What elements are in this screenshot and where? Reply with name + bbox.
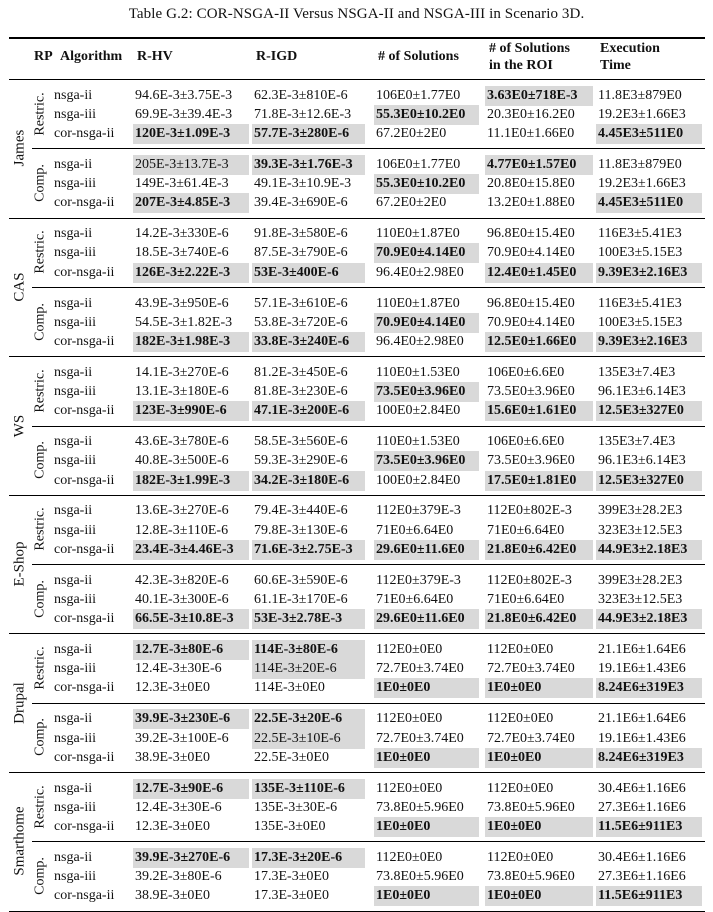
- cell-roi: 1E0±0E0: [485, 886, 593, 906]
- cell-roi: 73.5E0±3.96E0: [487, 453, 575, 469]
- cell-rhv: 13.1E-3±180E-6: [135, 384, 229, 399]
- algorithm-name: nsga-ii: [54, 711, 93, 727]
- algorithm-name: nsga-ii: [54, 572, 93, 588]
- cell-sol: 70.9E0±4.14E0: [374, 243, 479, 263]
- rp-label: Comp.: [32, 579, 48, 618]
- algorithm-name: nsga-iii: [54, 384, 96, 399]
- cell-rhv: 66.5E-3±10.8E-3: [133, 609, 249, 629]
- cell-sol: 1E0±0E0: [374, 678, 479, 698]
- cell-roi: 106E0±6.6E0: [487, 434, 565, 450]
- algorithm-name: cor-nsga-ii: [54, 680, 115, 696]
- cell-rhv: 69.9E-3±39.4E-3: [135, 106, 233, 122]
- group-rule: [32, 426, 705, 427]
- cell-time: 19.1E6±1.43E6: [598, 730, 686, 746]
- cell-roi: 21.8E0±6.42E0: [485, 540, 593, 560]
- algorithm-name: nsga-iii: [54, 106, 96, 122]
- algorithm-name: nsga-ii: [54, 226, 93, 242]
- algorithm-name: cor-nsga-ii: [54, 472, 115, 488]
- cell-rigd: 61.1E-3±170E-6: [254, 591, 348, 607]
- algorithm-name: cor-nsga-ii: [54, 264, 115, 280]
- algorithm-name: nsga-iii: [54, 661, 96, 677]
- cell-rigd: 114E-3±20E-6: [252, 659, 365, 679]
- cell-rigd: 33.8E-3±240E-6: [252, 332, 365, 352]
- cell-time: 399E3±28.2E3: [598, 503, 683, 519]
- cell-rigd: 53E-3±2.78E-3: [252, 609, 365, 629]
- cell-roi: 4.77E0±1.57E0: [485, 155, 593, 175]
- cell-rhv: 42.3E-3±820E-6: [135, 572, 229, 588]
- cell-rigd: 81.2E-3±450E-6: [254, 364, 348, 380]
- cell-rhv: 54.5E-3±1.82E-3: [135, 314, 233, 330]
- header-time-line1: Execution: [600, 41, 660, 56]
- cell-rigd: 71.8E-3±12.6E-3: [254, 106, 352, 122]
- cell-time: 96.1E3±6.14E3: [598, 384, 686, 399]
- cell-rhv: 12.3E-3±0E0: [135, 819, 210, 834]
- algorithm-name: nsga-iii: [54, 799, 96, 815]
- cell-sol: 112E0±0E0: [376, 711, 443, 727]
- algorithm-name: cor-nsga-ii: [54, 819, 115, 834]
- scenario-rule: [9, 772, 705, 773]
- cell-rhv: 149E-3±61.4E-3: [135, 176, 229, 192]
- rp-label: Comp.: [32, 718, 48, 757]
- cell-rhv: 12.4E-3±30E-6: [135, 799, 222, 815]
- algorithm-name: nsga-ii: [54, 434, 93, 450]
- cell-time: 135E3±7.4E3: [598, 364, 676, 380]
- cell-roi: 112E0±802E-3: [487, 572, 572, 588]
- cell-time: 11.8E3±879E0: [598, 87, 682, 103]
- cell-rigd: 47.1E-3±200E-6: [252, 401, 365, 421]
- cell-time: 19.2E3±1.66E3: [598, 176, 686, 192]
- cell-rigd: 71.6E-3±2.75E-3: [252, 540, 365, 560]
- cell-roi: 73.8E0±5.96E0: [487, 869, 575, 885]
- cell-roi: 72.7E0±3.74E0: [487, 730, 575, 746]
- cell-roi: 73.8E0±5.96E0: [487, 799, 575, 815]
- algorithm-name: nsga-iii: [54, 730, 96, 746]
- cell-rigd: 62.3E-3±810E-6: [254, 87, 348, 103]
- cell-rhv: 123E-3±990E-6: [133, 401, 249, 421]
- cell-roi: 96.8E0±15.4E0: [487, 226, 575, 242]
- algorithm-name: nsga-ii: [54, 780, 93, 796]
- cell-time: 19.1E6±1.43E6: [598, 661, 686, 677]
- algorithm-name: cor-nsga-ii: [54, 541, 115, 557]
- cell-rigd: 39.4E-3±690E-6: [254, 195, 348, 211]
- scenario-label: E-Shop: [11, 541, 27, 587]
- cell-rhv: 23.4E-3±4.46E-3: [133, 540, 249, 560]
- cell-sol: 110E0±1.87E0: [376, 295, 460, 311]
- cell-roi: 112E0±802E-3: [487, 503, 572, 519]
- cell-rigd: 60.6E-3±590E-6: [254, 572, 348, 588]
- algorithm-name: nsga-ii: [54, 849, 93, 865]
- cell-time: 100E3±5.15E3: [598, 245, 683, 261]
- cell-time: 12.5E3±327E0: [596, 401, 702, 421]
- cell-sol: 100E0±2.84E0: [376, 472, 461, 488]
- cell-rigd: 58.5E-3±560E-6: [254, 434, 348, 450]
- cell-rhv: 13.6E-3±270E-6: [135, 503, 229, 519]
- scenario-rule: [9, 495, 705, 496]
- cell-sol: 112E0±0E0: [376, 780, 443, 796]
- cell-sol: 112E0±0E0: [376, 642, 443, 657]
- cell-roi: 1E0±0E0: [485, 817, 593, 837]
- top-rule: [9, 37, 705, 39]
- scenario-rule: [9, 218, 705, 219]
- cell-sol: 110E0±1.53E0: [376, 434, 460, 450]
- rp-label: Comp.: [32, 302, 48, 341]
- cell-rigd: 59.3E-3±290E-6: [254, 453, 348, 469]
- cell-roi: 3.63E0±718E-3: [485, 86, 593, 106]
- cell-time: 44.9E3±2.18E3: [596, 609, 702, 629]
- cell-time: 116E3±5.41E3: [598, 226, 682, 242]
- cell-rigd: 22.5E-3±20E-6: [252, 709, 365, 729]
- cell-roi: 20.8E0±15.8E0: [487, 176, 575, 192]
- cell-roi: 71E0±6.64E0: [487, 522, 565, 538]
- table-caption: Table G.2: COR-NSGA-II Versus NSGA-II and NSGA-III in Scenario 3D.: [128, 6, 585, 22]
- cell-rigd: 22.5E-3±0E0: [254, 749, 329, 765]
- group-rule: [32, 841, 705, 842]
- cell-rhv: 39.2E-3±100E-6: [135, 730, 229, 746]
- group-rule: [32, 564, 705, 565]
- algorithm-name: nsga-ii: [54, 364, 93, 380]
- algorithm-name: cor-nsga-ii: [54, 126, 115, 141]
- cell-time: 30.4E6±1.16E6: [598, 849, 686, 865]
- cell-time: 4.45E3±511E0: [596, 193, 702, 213]
- algorithm-name: nsga-ii: [54, 87, 93, 103]
- cell-time: 399E3±28.2E3: [598, 572, 683, 588]
- cell-rigd: 49.1E-3±10.9E-3: [254, 176, 352, 192]
- cell-sol: 29.6E0±11.6E0: [374, 540, 479, 560]
- cell-time: 19.2E3±1.66E3: [598, 106, 686, 122]
- cell-roi: 73.5E0±3.96E0: [487, 384, 575, 399]
- cell-rigd: 39.3E-3±1.76E-3: [252, 155, 365, 175]
- cell-sol: 110E0±1.87E0: [376, 226, 460, 242]
- cell-rigd: 79.4E-3±440E-6: [254, 503, 348, 519]
- algorithm-name: nsga-iii: [54, 591, 96, 607]
- algorithm-name: cor-nsga-ii: [54, 749, 115, 765]
- algorithm-name: nsga-ii: [54, 503, 93, 519]
- algorithm-name: nsga-iii: [54, 453, 96, 469]
- cell-rhv: 39.9E-3±230E-6: [133, 709, 249, 729]
- cell-roi: 70.9E0±4.14E0: [487, 245, 575, 261]
- cell-roi: 1E0±0E0: [485, 748, 593, 768]
- cell-rigd: 17.3E-3±0E0: [254, 869, 329, 885]
- algorithm-name: cor-nsga-ii: [54, 403, 115, 419]
- rp-label: Restric.: [32, 369, 48, 413]
- rp-label: Restric.: [32, 646, 48, 690]
- cell-sol: 112E0±379E-3: [376, 503, 461, 519]
- cell-rhv: 39.9E-3±270E-6: [133, 848, 249, 868]
- cell-time: 44.9E3±2.18E3: [596, 540, 702, 560]
- cell-sol: 110E0±1.53E0: [376, 364, 460, 380]
- cell-rhv: 126E-3±2.22E-3: [133, 263, 249, 283]
- cell-rigd: 135E-3±30E-6: [254, 799, 338, 815]
- cell-rigd: 57.1E-3±610E-6: [254, 295, 348, 311]
- algorithm-name: cor-nsga-ii: [54, 333, 115, 349]
- cell-rigd: 79.8E-3±130E-6: [254, 522, 348, 538]
- cell-rigd: 53.8E-3±720E-6: [254, 314, 348, 330]
- cell-time: 96.1E3±6.14E3: [598, 453, 686, 469]
- cell-time: 100E3±5.15E3: [598, 314, 683, 330]
- cell-rhv: 207E-3±4.85E-3: [133, 193, 249, 213]
- cell-time: 4.45E3±511E0: [596, 124, 702, 144]
- cell-sol: 67.2E0±2E0: [376, 126, 447, 141]
- scenario-rule: [9, 633, 705, 634]
- cell-rigd: 57.7E-3±280E-6: [252, 124, 365, 144]
- algorithm-name: nsga-ii: [54, 295, 93, 311]
- cell-sol: 55.3E0±10.2E0: [374, 105, 479, 125]
- cell-roi: 1E0±0E0: [485, 678, 593, 698]
- algorithm-name: cor-nsga-ii: [54, 888, 115, 904]
- cell-rigd: 87.5E-3±790E-6: [254, 245, 348, 261]
- cell-time: 11.5E6±911E3: [596, 817, 702, 837]
- scenario-rule: [9, 356, 705, 357]
- cell-sol: 1E0±0E0: [374, 748, 479, 768]
- scenario-label: Drupal: [11, 681, 27, 724]
- cell-rhv: 43.6E-3±780E-6: [135, 434, 229, 450]
- header-algorithm: Algorithm: [60, 49, 123, 64]
- cell-time: 8.24E6±319E3: [596, 678, 702, 698]
- rp-label: Restric.: [32, 507, 48, 552]
- cell-roi: 112E0±0E0: [487, 849, 554, 865]
- cell-roi: 72.7E0±3.74E0: [487, 661, 575, 677]
- algorithm-name: nsga-iii: [54, 522, 96, 538]
- cell-rhv: 94.6E-3±3.75E-3: [135, 87, 233, 103]
- cell-time: 323E3±12.5E3: [598, 522, 683, 538]
- cell-time: 27.3E6±1.16E6: [598, 799, 686, 815]
- cell-time: 8.24E6±319E3: [596, 748, 702, 768]
- algorithm-name: cor-nsga-ii: [54, 195, 115, 211]
- cell-roi: 13.2E0±1.88E0: [487, 195, 575, 211]
- rp-label: Comp.: [32, 857, 48, 895]
- cell-sol: 100E0±2.84E0: [376, 403, 461, 419]
- cell-rhv: 40.1E-3±300E-6: [135, 591, 229, 607]
- cell-roi: 12.4E0±1.45E0: [485, 263, 593, 283]
- cell-sol: 67.2E0±2E0: [376, 195, 447, 211]
- cell-roi: 21.8E0±6.42E0: [485, 609, 593, 629]
- cell-rhv: 182E-3±1.99E-3: [133, 471, 249, 491]
- header-rhv: R-HV: [137, 49, 173, 64]
- cell-rhv: 182E-3±1.98E-3: [133, 332, 249, 352]
- cell-rhv: 12.8E-3±110E-6: [135, 522, 229, 538]
- algorithm-name: cor-nsga-ii: [54, 611, 115, 627]
- cell-rhv: 12.3E-3±0E0: [135, 680, 210, 696]
- cell-rhv: 205E-3±13.7E-3: [133, 155, 249, 175]
- cell-rigd: 17.3E-3±20E-6: [252, 848, 365, 868]
- cell-time: 11.5E6±911E3: [596, 886, 702, 906]
- header-solutions: # of Solutions: [378, 49, 459, 64]
- cell-rhv: 120E-3±1.09E-3: [133, 124, 249, 144]
- algorithm-name: nsga-ii: [54, 642, 93, 657]
- rp-label: Restric.: [32, 785, 48, 829]
- cell-rigd: 17.3E-3±0E0: [254, 888, 329, 904]
- header-rp: RP: [34, 49, 53, 64]
- cell-sol: 106E0±1.77E0: [376, 87, 461, 103]
- cell-roi: 106E0±6.6E0: [487, 364, 565, 380]
- cell-time: 21.1E6±1.64E6: [598, 642, 686, 657]
- cell-rigd: 135E-3±0E0: [254, 819, 326, 834]
- group-rule: [32, 148, 705, 149]
- scenario-label: CAS: [11, 272, 27, 302]
- cell-time: 9.39E3±2.16E3: [596, 263, 702, 283]
- cell-time: 27.3E6±1.16E6: [598, 869, 686, 885]
- cell-sol: 73.5E0±3.96E0: [374, 451, 479, 471]
- scenario-label: Smarthome: [11, 806, 27, 876]
- group-rule: [32, 287, 705, 288]
- cell-rhv: 14.1E-3±270E-6: [135, 364, 229, 380]
- cell-sol: 70.9E0±4.14E0: [374, 313, 479, 333]
- cell-rigd: 22.5E-3±10E-6: [252, 729, 365, 749]
- algorithm-name: nsga-iii: [54, 314, 96, 330]
- cell-sol: 1E0±0E0: [374, 817, 479, 837]
- cell-rigd: 114E-3±0E0: [254, 680, 325, 696]
- scenario-label: WS: [11, 414, 27, 437]
- cell-sol: 96.4E0±2.98E0: [376, 333, 464, 349]
- cell-time: 21.1E6±1.64E6: [598, 711, 686, 727]
- cell-roi: 11.1E0±1.66E0: [487, 126, 575, 141]
- cell-roi: 71E0±6.64E0: [487, 591, 565, 607]
- cell-sol: 96.4E0±2.98E0: [376, 264, 464, 280]
- cell-rhv: 40.8E-3±500E-6: [135, 453, 229, 469]
- algorithm-name: nsga-iii: [54, 869, 96, 885]
- cell-rhv: 38.9E-3±0E0: [135, 888, 210, 904]
- cell-roi: 12.5E0±1.66E0: [485, 332, 593, 352]
- cell-roi: 112E0±0E0: [487, 780, 554, 796]
- cell-rigd: 114E-3±80E-6: [252, 640, 365, 660]
- cell-rhv: 38.9E-3±0E0: [135, 749, 210, 765]
- cell-roi: 112E0±0E0: [487, 642, 554, 657]
- cell-sol: 72.7E0±3.74E0: [376, 661, 464, 677]
- cell-rigd: 34.2E-3±180E-6: [252, 471, 365, 491]
- header-roi-line1: # of Solutions: [489, 41, 570, 56]
- scenario-label: James: [11, 129, 27, 167]
- cell-time: 323E3±12.5E3: [598, 591, 683, 607]
- header-roi-line2: in the ROI: [489, 58, 553, 73]
- rp-label: Comp.: [32, 441, 48, 480]
- rp-label: Restric.: [32, 92, 48, 136]
- cell-sol: 106E0±1.77E0: [376, 156, 461, 172]
- cell-roi: 20.3E0±16.2E0: [487, 106, 575, 122]
- cell-time: 30.4E6±1.16E6: [598, 780, 686, 796]
- cell-time: 11.8E3±879E0: [598, 156, 682, 172]
- algorithm-name: nsga-iii: [54, 245, 96, 261]
- cell-roi: 112E0±0E0: [487, 711, 554, 727]
- cell-roi: 17.5E0±1.81E0: [485, 471, 593, 491]
- cell-time: 135E3±7.4E3: [598, 434, 676, 450]
- rp-label: Comp.: [32, 164, 48, 202]
- algorithm-name: nsga-ii: [54, 156, 93, 172]
- cell-rigd: 81.8E-3±230E-6: [254, 384, 348, 399]
- algorithm-name: nsga-iii: [54, 176, 96, 192]
- cell-rigd: 135E-3±110E-6: [252, 779, 365, 799]
- cell-rhv: 12.7E-3±90E-6: [133, 779, 249, 799]
- cell-roi: 15.6E0±1.61E0: [485, 401, 593, 421]
- cell-time: 12.5E3±327E0: [596, 471, 702, 491]
- cell-rhv: 43.9E-3±950E-6: [135, 295, 229, 311]
- cell-rigd: 53E-3±400E-6: [252, 263, 365, 283]
- rp-label: Restric.: [32, 230, 48, 274]
- cell-sol: 73.5E0±3.96E0: [374, 382, 479, 402]
- cell-sol: 1E0±0E0: [374, 886, 479, 906]
- scenario-rule: [9, 79, 705, 80]
- header-time-line2: Time: [600, 58, 631, 73]
- cell-sol: 112E0±0E0: [376, 849, 443, 865]
- cell-rhv: 18.5E-3±740E-6: [135, 245, 229, 261]
- cell-sol: 55.3E0±10.2E0: [374, 174, 479, 194]
- cell-roi: 96.8E0±15.4E0: [487, 295, 575, 311]
- cell-roi: 70.9E0±4.14E0: [487, 314, 575, 330]
- cell-sol: 73.8E0±5.96E0: [376, 799, 464, 815]
- cell-sol: 71E0±6.64E0: [376, 591, 454, 607]
- cell-time: 9.39E3±2.16E3: [596, 332, 702, 352]
- cell-rigd: 91.8E-3±580E-6: [254, 226, 348, 242]
- cell-rhv: 39.2E-3±80E-6: [135, 869, 222, 885]
- cell-time: 116E3±5.41E3: [598, 295, 682, 311]
- cell-sol: 73.8E0±5.96E0: [376, 869, 464, 885]
- cell-sol: 72.7E0±3.74E0: [376, 730, 464, 746]
- cell-sol: 29.6E0±11.6E0: [374, 609, 479, 629]
- cell-rhv: 12.4E-3±30E-6: [135, 661, 222, 677]
- cell-rhv: 14.2E-3±330E-6: [135, 226, 229, 242]
- cell-sol: 112E0±379E-3: [376, 572, 461, 588]
- cell-sol: 71E0±6.64E0: [376, 522, 454, 538]
- cell-rhv: 12.7E-3±80E-6: [133, 640, 249, 660]
- header-rigd: R-IGD: [256, 49, 298, 64]
- group-rule: [32, 703, 705, 704]
